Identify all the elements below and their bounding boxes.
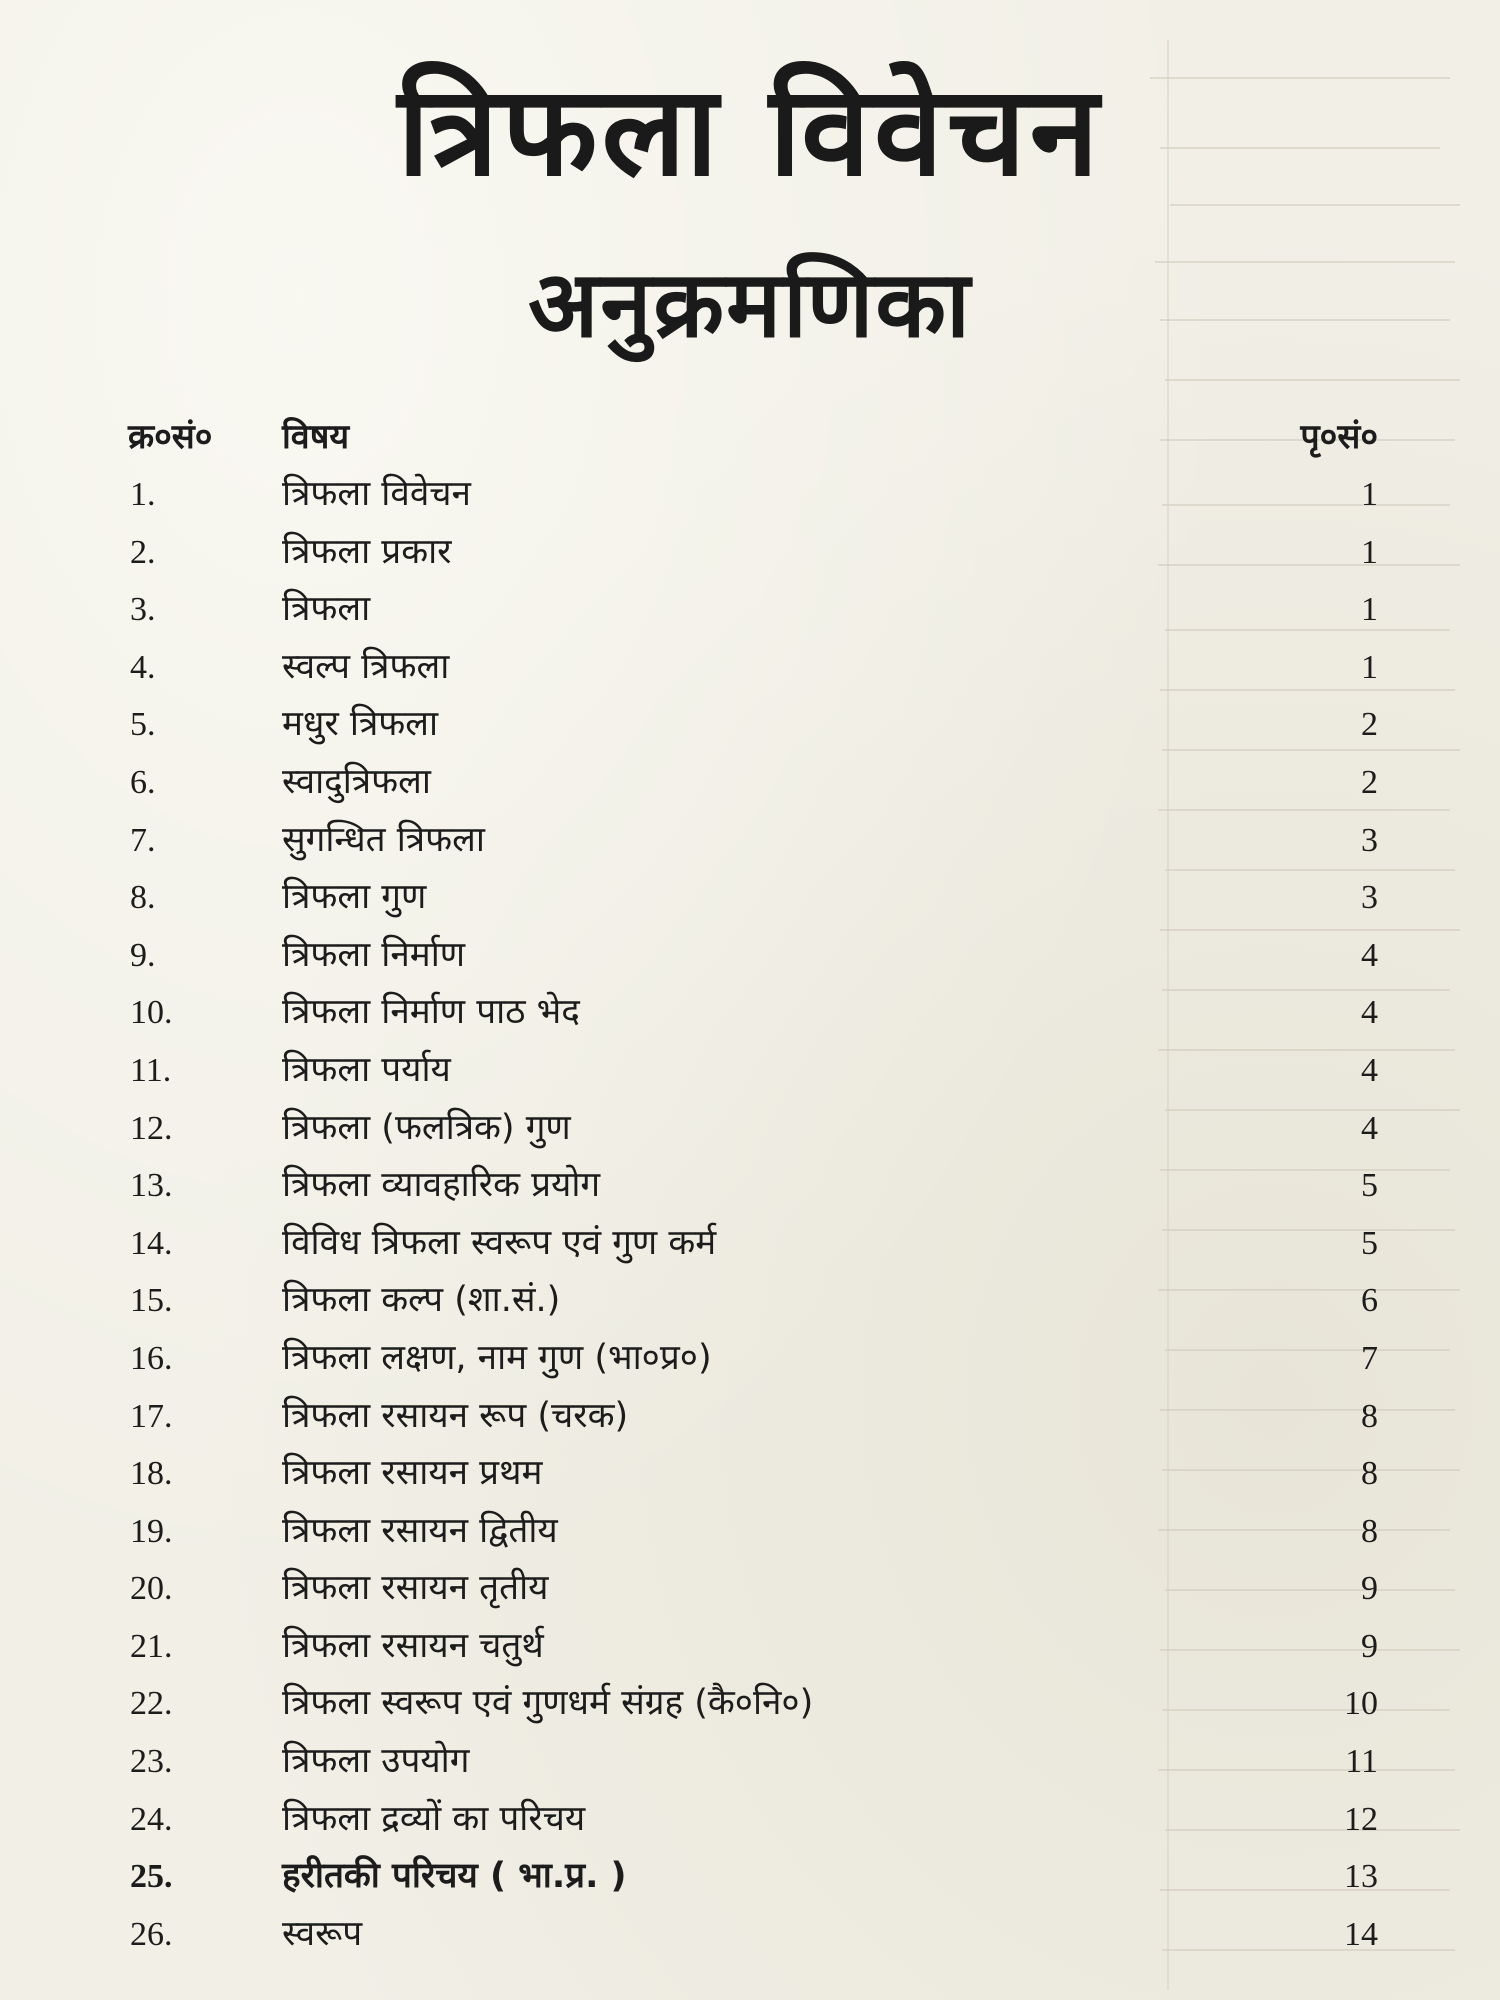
toc-page: 6 — [1361, 1282, 1378, 1320]
toc-page: 8 — [1361, 1397, 1378, 1435]
toc-page: 9 — [1361, 1570, 1378, 1608]
toc-page: 4 — [1361, 1109, 1378, 1147]
toc-subject: त्रिफला — [282, 589, 371, 630]
toc-number: 3. — [130, 591, 156, 629]
header-serial: क्र०सं० — [128, 417, 213, 457]
toc-row — [0, 1906, 1500, 1964]
toc-page: 4 — [1361, 936, 1378, 974]
toc-subject: स्वरूप — [282, 1913, 363, 1954]
toc-row — [0, 581, 1500, 639]
toc-row — [0, 1560, 1500, 1618]
header-subject: विषय — [282, 417, 350, 457]
toc-page: 3 — [1361, 821, 1378, 859]
toc-row — [0, 639, 1500, 697]
toc-subject: त्रिफला निर्माण — [282, 934, 466, 975]
toc-row — [0, 1733, 1500, 1791]
toc-number: 17. — [130, 1397, 173, 1435]
toc-page: 1 — [1361, 533, 1378, 571]
toc-number: 22. — [130, 1685, 173, 1723]
toc-subject: हरीतकी परिचय ( भा.प्र. ) — [282, 1856, 627, 1897]
toc-subject: त्रिफला रसायन चतुर्थ — [282, 1625, 544, 1666]
toc-number: 26. — [130, 1915, 173, 1953]
toc-number: 25. — [130, 1858, 173, 1896]
toc-subject: सुगन्धित त्रिफला — [282, 819, 485, 860]
toc-row — [0, 1445, 1500, 1503]
toc-page: 1 — [1361, 591, 1378, 629]
toc-number: 12. — [130, 1109, 173, 1147]
toc-subject: त्रिफला रसायन द्वितीय — [282, 1510, 558, 1551]
toc-row — [0, 1618, 1500, 1676]
toc-subject: त्रिफला विवेचन — [282, 474, 471, 514]
page-title: त्रिफला विवेचन — [397, 60, 1103, 204]
toc-row — [0, 1503, 1500, 1561]
toc-number: 21. — [130, 1627, 173, 1665]
toc-row — [0, 1675, 1500, 1733]
toc-subject: स्वल्प त्रिफला — [282, 646, 450, 687]
toc-subject: त्रिफला प्रकार — [282, 531, 452, 572]
toc-subject: त्रिफला स्वरूप एवं गुणधर्म संग्रह (कै०नि०) — [282, 1683, 814, 1724]
toc-page: 5 — [1361, 1224, 1378, 1262]
toc-page: 10 — [1344, 1685, 1378, 1723]
toc-row — [0, 1157, 1500, 1215]
toc-row — [0, 812, 1500, 870]
toc-number: 18. — [130, 1455, 173, 1493]
toc-row — [0, 1042, 1500, 1100]
toc-page: 1 — [1361, 476, 1378, 513]
toc-number: 23. — [130, 1743, 173, 1781]
toc-row — [0, 696, 1500, 754]
toc-row — [0, 1272, 1500, 1330]
toc-page: 2 — [1361, 706, 1378, 744]
toc-row — [0, 466, 1500, 524]
toc-subject: मधुर त्रिफला — [282, 704, 439, 745]
toc-page: 3 — [1361, 879, 1378, 917]
toc-row — [0, 524, 1500, 582]
toc-page: 13 — [1344, 1858, 1378, 1896]
toc-subject: त्रिफला व्यावहारिक प्रयोग — [282, 1165, 601, 1206]
toc-subject: त्रिफला रसायन तृतीय — [282, 1568, 549, 1609]
toc-number: 8. — [130, 879, 156, 917]
toc-subject: त्रिफला निर्माण पाठ भेद — [282, 992, 580, 1033]
toc-subject: त्रिफला (फलत्रिक) गुण — [282, 1107, 571, 1148]
toc-page: 14 — [1344, 1915, 1378, 1953]
toc-subject: त्रिफला रसायन रूप (चरक) — [282, 1395, 629, 1436]
toc-number: 20. — [130, 1570, 173, 1608]
toc-subject: त्रिफला द्रव्यों का परिचय — [282, 1798, 586, 1839]
toc-number: 13. — [130, 1167, 173, 1205]
toc-page: 11 — [1345, 1743, 1378, 1781]
toc-number: 15. — [130, 1282, 173, 1320]
table-header — [0, 412, 1500, 462]
toc-row — [0, 1215, 1500, 1273]
toc-number: 11. — [130, 1051, 172, 1089]
toc-row — [0, 869, 1500, 927]
toc-subject: त्रिफला उपयोग — [282, 1741, 470, 1782]
toc-number: 6. — [130, 763, 156, 801]
toc-subject: त्रिफला पर्याय — [282, 1049, 451, 1090]
toc-row — [0, 1388, 1500, 1446]
toc-number: 5. — [130, 706, 156, 744]
toc-subject: विविध त्रिफला स्वरूप एवं गुण कर्म — [282, 1222, 717, 1263]
toc-number: 1. — [130, 476, 156, 513]
toc-number: 16. — [130, 1339, 173, 1377]
toc-page: 8 — [1361, 1455, 1378, 1493]
toc-number: 24. — [130, 1800, 173, 1838]
toc-number: 4. — [130, 648, 156, 686]
toc-page: 2 — [1361, 763, 1378, 801]
toc-row — [0, 1100, 1500, 1158]
toc-number: 2. — [130, 533, 156, 571]
toc-page: 4 — [1361, 994, 1378, 1032]
toc-row — [0, 927, 1500, 985]
toc-subject: स्वादुत्रिफला — [282, 761, 431, 802]
toc-page: 9 — [1361, 1627, 1378, 1665]
toc-page: 4 — [1361, 1051, 1378, 1089]
toc-row — [0, 754, 1500, 812]
header-page: पृ०सं० — [1300, 417, 1378, 457]
toc-page: 12 — [1344, 1800, 1378, 1838]
toc-row — [0, 984, 1500, 1042]
toc-number: 7. — [130, 821, 156, 859]
toc-row — [0, 1330, 1500, 1388]
toc-subject: त्रिफला कल्प (शा.सं.) — [282, 1280, 561, 1321]
page-subtitle: अनुक्रमणिका — [528, 251, 972, 358]
toc-page: 8 — [1361, 1512, 1378, 1550]
toc-page: 7 — [1361, 1339, 1378, 1377]
toc-number: 14. — [130, 1224, 173, 1262]
toc-row — [0, 1791, 1500, 1849]
toc-number: 19. — [130, 1512, 173, 1550]
toc-subject: त्रिफला लक्षण, नाम गुण (भा०प्र०) — [282, 1337, 712, 1378]
toc-page: 5 — [1361, 1167, 1378, 1205]
toc-row — [0, 1848, 1500, 1906]
toc-subject: त्रिफला गुण — [282, 877, 427, 918]
toc-page: 1 — [1361, 648, 1378, 686]
toc-list — [0, 466, 1500, 1963]
toc-number: 10. — [130, 994, 173, 1032]
toc-subject: त्रिफला रसायन प्रथम — [282, 1453, 543, 1494]
toc-number: 9. — [130, 936, 156, 974]
